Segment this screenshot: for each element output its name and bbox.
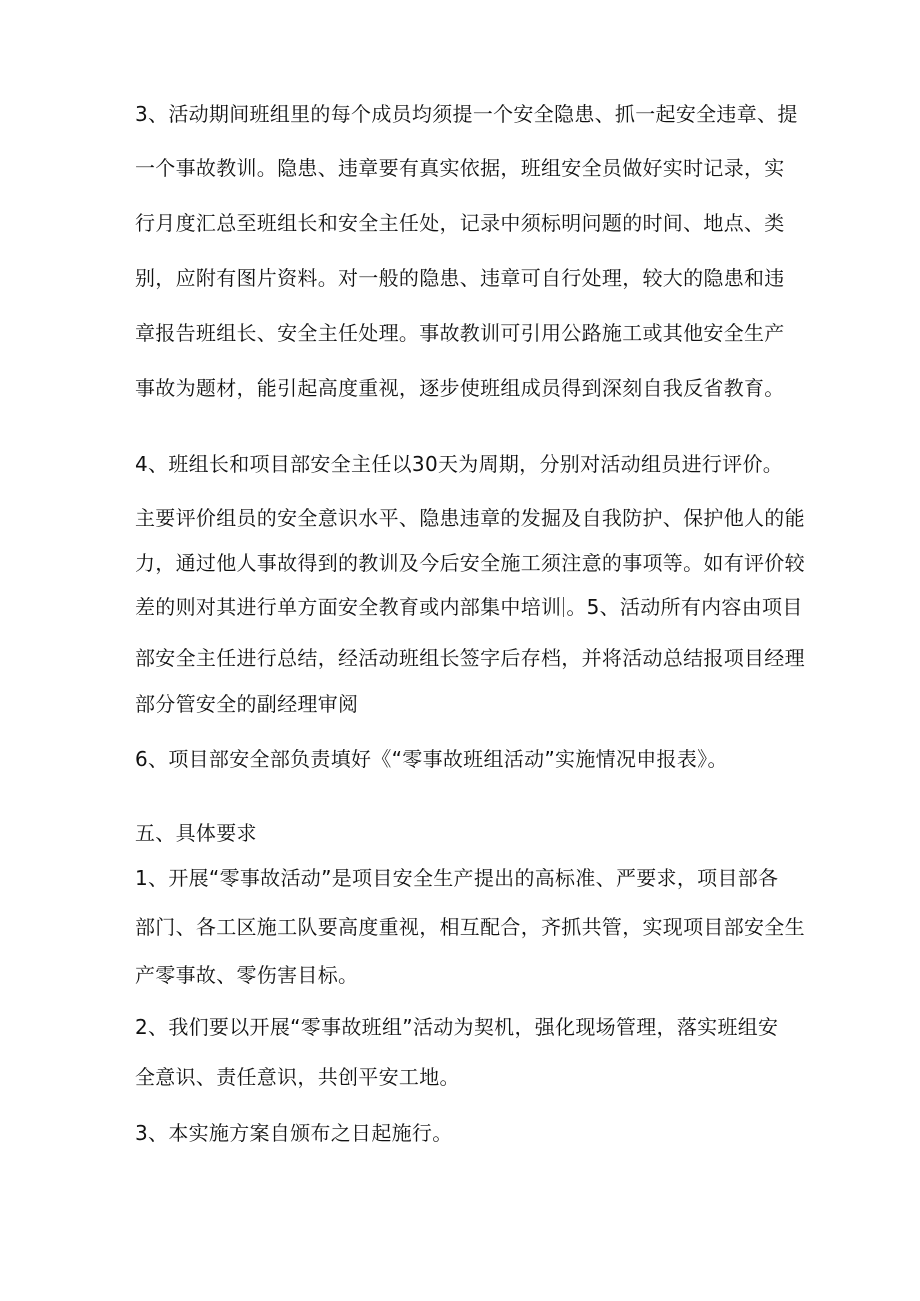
para4-line-5: 部安全主任进行总结，经活动班组长签字后存档，并将活动总结报项目经理 xyxy=(135,646,805,670)
para3-line-1: 3、活动期间班组里的每个成员均须提一个安全隐患、抓一起安全违章、提 xyxy=(135,102,798,126)
req2-line-2: 全意识、责任意识，共创平安工地。 xyxy=(135,1065,460,1089)
section-heading: 五、具体要求 xyxy=(135,821,257,845)
para3-line-4: 别，应附有图片资料。对一般的隐患、违章可自行处理，较大的隐患和违 xyxy=(135,266,785,290)
para3-line-2: 一个事故教训。隐患、违章要有真实依据，班组安全员做好实时记录，实 xyxy=(135,156,785,180)
para3-line-6: 事故为题材，能引起高度重视，逐步使班组成员得到深刻自我反省教育。 xyxy=(135,376,785,400)
req3-line: 3、本实施方案自颁布之日起施行。 xyxy=(135,1121,453,1145)
para4-line-3: 力，通过他人事故得到的教训及今后安全施工须注意的事项等。如有评价较 xyxy=(135,551,805,575)
req2-line-1: 2、我们要以开展“零事故班组”活动为契机，强化现场管理，落实班组安 xyxy=(135,1015,779,1039)
para4-line-6: 部分管安全的副经理审阅 xyxy=(135,692,359,716)
para4-line-2: 主要评价组员的安全意识水平、隐患违章的发掘及自我防护、保护他人的能 xyxy=(135,506,805,530)
para3-line-3: 行月度汇总至班组长和安全主任处，记录中须标明问题的时间、地点、类 xyxy=(135,211,785,235)
para4-line-1: 4、班组长和项目部安全主任以30天为周期，分别对活动组员进行评价。 xyxy=(135,452,784,476)
req1-line-3: 产零事故、零伤害目标。 xyxy=(135,963,359,987)
para3-line-5: 章报告班组长、安全主任处理。事故教训可引用公路施工或其他安全生产 xyxy=(135,321,785,345)
para4-line-4-start: 差的则对其进行单方面安全教育或内部集中培训 xyxy=(135,595,562,619)
text-cursor-mark xyxy=(563,597,564,617)
req1-line-2: 部门、各工区施工队要高度重视，相互配合，齐抓共管，实现项目部安全生 xyxy=(135,915,805,939)
req1-line-1: 1、开展“零事故活动”是项目安全生产提出的高标准、严要求，项目部各 xyxy=(135,866,779,890)
para4-line-4 xyxy=(135,594,803,620)
para4-line-4-end: 。5、活动所有内容由项目 xyxy=(566,595,803,619)
para6-line: 6、项目部安全部负责填好《“零事故班组活动”实施情况申报表》。 xyxy=(135,747,728,771)
